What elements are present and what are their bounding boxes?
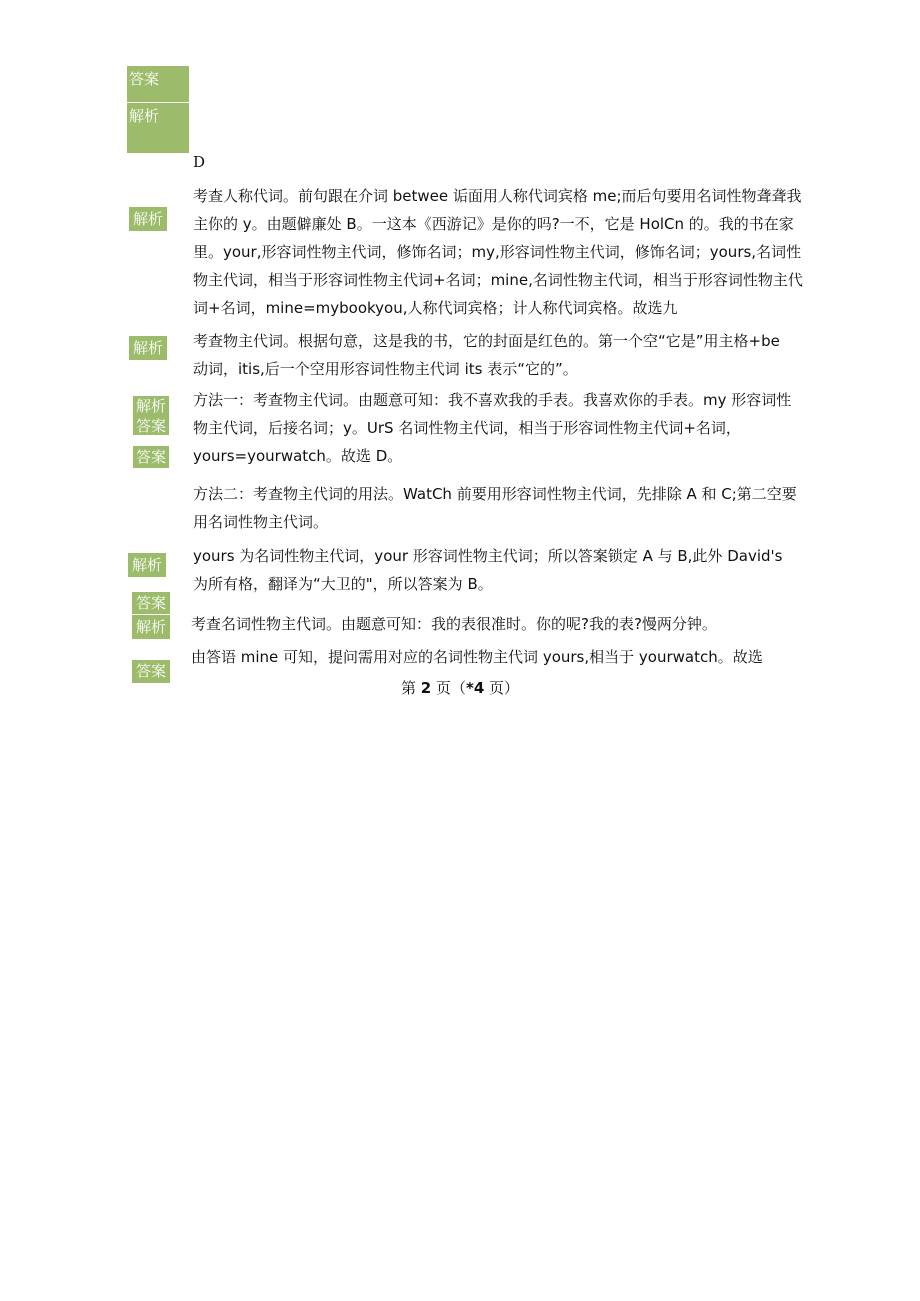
paragraph-answer-reasoning: 由答语 mine 可知，提问需用对应的名词性物主代词 yours,相当于 yourwatch。故选	[191, 648, 763, 666]
footer-mid: 页（	[435, 679, 466, 697]
current-page-number: 2	[420, 679, 432, 697]
analysis-tag: 解析	[133, 396, 169, 417]
total-page-number: *4	[465, 679, 485, 697]
answer-tag: 答案	[132, 660, 170, 683]
paragraph-pronoun-analysis: 考查人称代词。前句跟在介词 betwee 诟面用人称代词宾格 me;而后句要用名词性物聋聋我主你的 y。由题僻廉处 B。一这本《西游记》是你的吗?一不，它是 HolCn 的。我的书在家里。your,形容词性物主代词，修饰名词；my,形容词性物主代词，修饰名词；yours,名词性物主代词，相当于形容词性物主代词+名词；mine,名词性物主代词，相当于形容词性物主代词+名词，mine=mybookyou,人称代词宾格；计人称代词宾格。故选九	[193, 187, 803, 317]
footer-suffix: 页）	[489, 679, 520, 697]
analysis-tag: 解析	[132, 615, 170, 639]
paragraph-method-two: 方法二：考查物主代词的用法。WatCh 前要用形容词性物主代词，先排除 A 和 C;第二空要用名词性物主代词。	[193, 485, 797, 531]
answer-tag: 答案	[127, 66, 189, 102]
paragraph-possessive-case: yours 为名词性物主代词，your 形容词性物主代词；所以答案锁定 A 与 B,此外 David's 为所有格，翻译为“大卫的"，所以答案为 B。	[193, 547, 783, 593]
footer-prefix: 第	[400, 679, 416, 697]
paragraph-noun-possessive: 考查名词性物主代词。由题意可知：我的表很准时。你的呢?我的表?慢两分钟。	[191, 615, 717, 633]
paragraph-method-one: 方法一：考查物主代词。由题意可知：我不喜欢我的手表。我喜欢你的手表。my 形容词性物主代词，后接名词；y。UrS 名词性物主代词，相当于形容词性物主代词+名词，yours=yourwatch。故选 D。	[193, 391, 792, 465]
analysis-tag: 解析	[129, 336, 167, 360]
analysis-tag: 解析	[128, 553, 166, 577]
answer-tag: 答案	[133, 446, 169, 468]
page-footer	[0, 677, 920, 698]
paragraph-possessive-analysis: 考查物主代词。根据句意，这是我的书，它的封面是红色的。第一个空“它是”用主格+be 动词，itis,后一个空用形容词性物主代词 its 表示“它的”。	[193, 332, 780, 378]
analysis-tag: 解析	[127, 103, 189, 153]
answer-tag: 答案	[133, 417, 169, 435]
analysis-tag: 解析	[129, 207, 167, 231]
answer-tag: 答案	[132, 592, 170, 614]
answer-letter: D	[193, 153, 206, 171]
